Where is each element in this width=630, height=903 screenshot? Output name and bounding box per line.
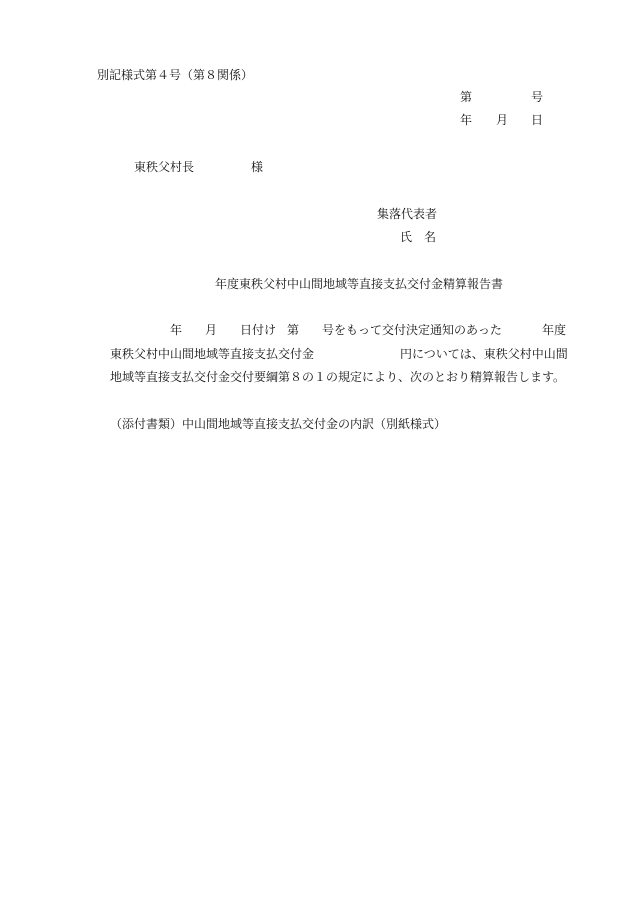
body-line-3: 地域等直接支払交付金交付要綱第８の１の規定により、次のとおり精算報告します。 bbox=[110, 370, 566, 384]
body-number-suffix: 号をもって交付決定通知のあった bbox=[322, 323, 502, 337]
sender-title: 集落代表者 bbox=[377, 207, 438, 221]
form-label: 別記様式第４号（第８関係） bbox=[97, 68, 254, 82]
addressee-name: 東秩父村長 bbox=[134, 160, 195, 174]
attachment-note: （添付書類）中山間地域等直接支払交付金の内訳（別紙様式） bbox=[110, 417, 447, 431]
sender-name-label: 氏 名 bbox=[400, 230, 437, 244]
body-month: 月 bbox=[205, 323, 218, 337]
document-title: 年度東秩父村中山間地域等直接支払交付金精算報告書 bbox=[215, 277, 504, 291]
doc-number-prefix: 第 bbox=[460, 90, 473, 104]
addressee-honorific: 様 bbox=[251, 160, 264, 174]
body-subject: 東秩父村中山間地域等直接支払交付金 bbox=[110, 347, 315, 361]
date-year: 年 bbox=[460, 113, 473, 127]
body-fiscal-year: 年度 bbox=[542, 323, 567, 337]
date-day: 日 bbox=[531, 113, 544, 127]
body-amount-suffix: 円については、東秩父村中山間 bbox=[400, 347, 568, 361]
date-month: 月 bbox=[496, 113, 509, 127]
body-year: 年 bbox=[170, 323, 183, 337]
body-day-dated: 日付け bbox=[240, 323, 277, 337]
doc-number-suffix: 号 bbox=[531, 90, 544, 104]
body-number-prefix: 第 bbox=[287, 323, 300, 337]
